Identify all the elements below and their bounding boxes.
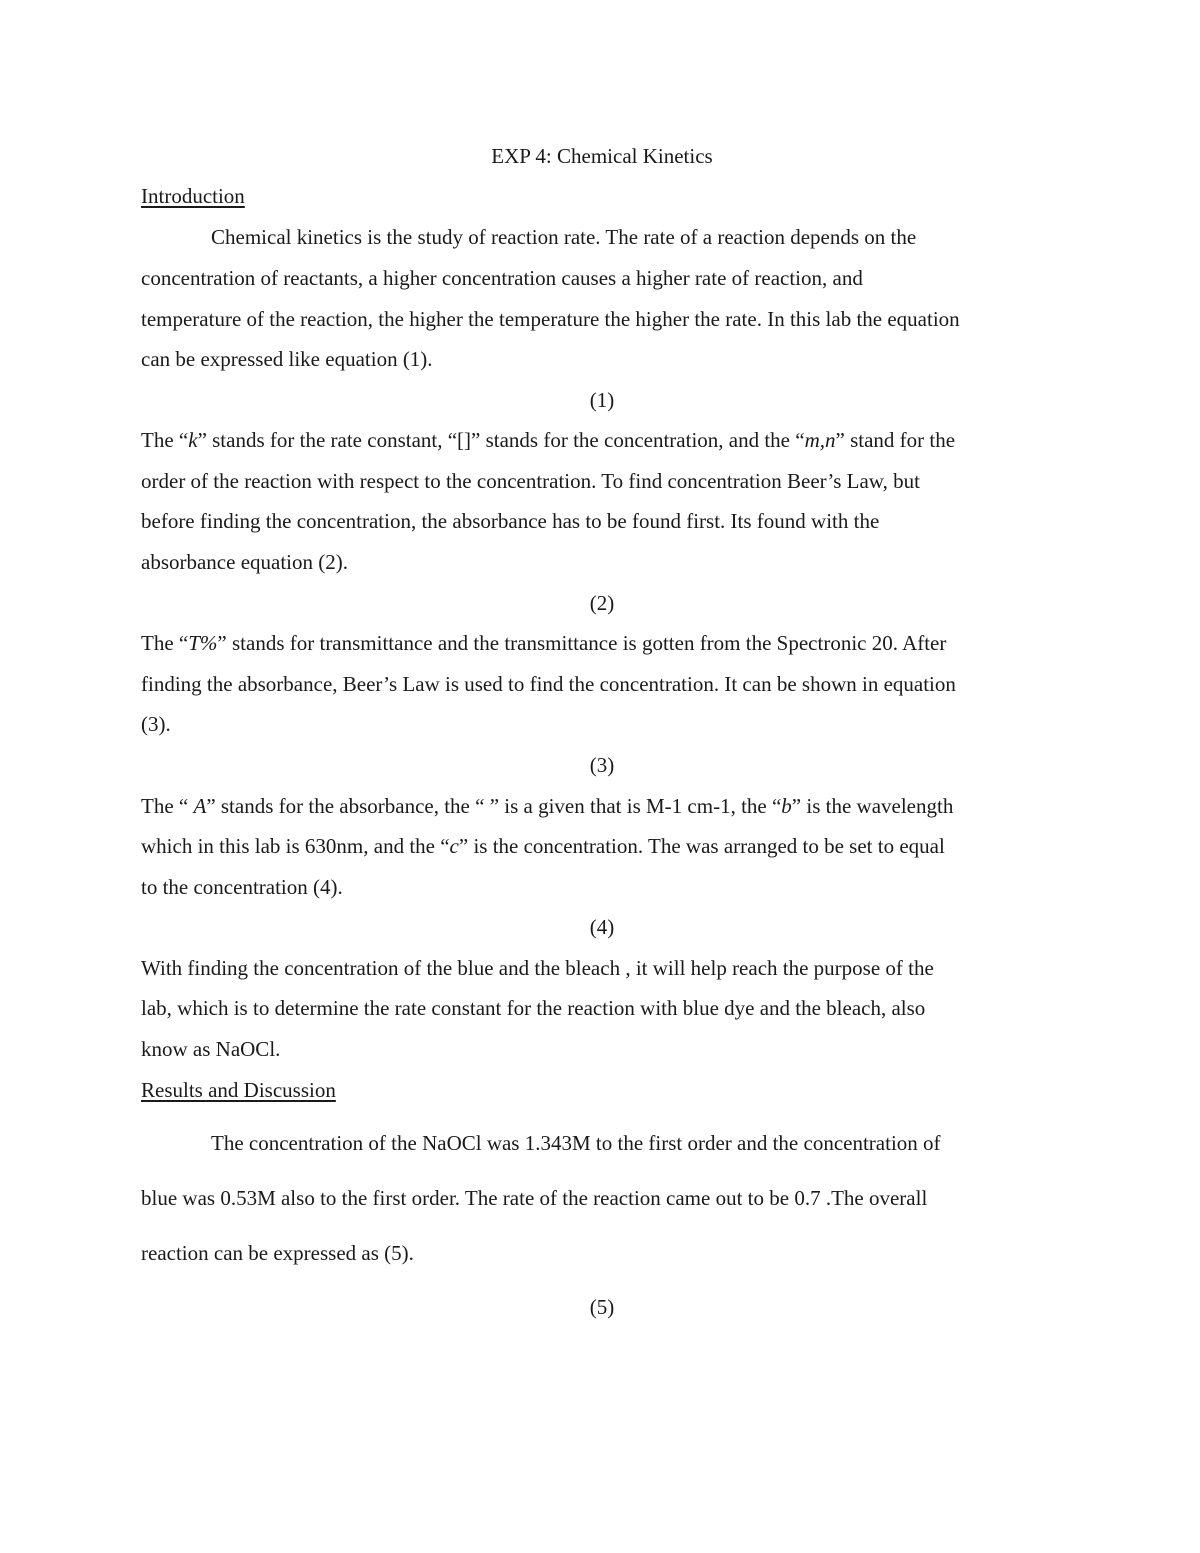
intro-line-3: temperature of the reaction, the higher the temperature the higher the rate. In this lab the equation xyxy=(141,307,960,331)
intro-line-2: concentration of reactants, a higher concentration causes a higher rate of reaction, and xyxy=(141,266,863,290)
equation-label-1: (1) xyxy=(589,388,615,412)
beers-law-line-2: which in this lab is 630nm, and the “c” is the concentration. The was arranged to be set to equal xyxy=(141,834,945,858)
results-line-2: blue was 0.53M also to the first order. The rate of the reaction came out to be 0.7 .The overall xyxy=(141,1186,928,1210)
introduction-heading: Introduction xyxy=(141,184,245,208)
rate-definition-line-3: before finding the concentration, the absorbance has to be found first. Its found with the xyxy=(141,509,880,533)
transmittance-line-3: (3). xyxy=(141,712,171,736)
transmittance-line-2: finding the absorbance, Beer’s Law is used to find the concentration. It can be shown in equation xyxy=(141,672,956,696)
document-title: EXP 4: Chemical Kinetics xyxy=(491,144,713,168)
equation-label-3: (3) xyxy=(589,753,615,777)
intro-line-1: Chemical kinetics is the study of reaction rate. The rate of a reaction depends on the xyxy=(211,225,917,249)
equation-label-2: (2) xyxy=(589,591,615,615)
purpose-line-2: lab, which is to determine the rate constant for the reaction with blue dye and the bleach, also xyxy=(141,996,926,1020)
equation-label-5: (5) xyxy=(589,1295,615,1319)
equation-label-4: (4) xyxy=(589,915,615,939)
purpose-line-3: know as NaOCl. xyxy=(141,1037,281,1061)
intro-line-4: can be expressed like equation (1). xyxy=(141,347,433,371)
rate-definition-line-1: The “k” stands for the rate constant, “[]” stands for the concentration, and the “m,n” stand for the xyxy=(141,428,956,452)
rate-definition-line-2: order of the reaction with respect to the concentration. To find concentration Beer’s Law, but xyxy=(141,469,920,493)
transmittance-line-1: The “T%” stands for transmittance and the transmittance is gotten from the Spectronic 20. After xyxy=(141,631,947,655)
results-line-1: The concentration of the NaOCl was 1.343M to the first order and the concentration of xyxy=(211,1131,941,1155)
purpose-line-1: With finding the concentration of the blue and the bleach , it will help reach the purpose of the xyxy=(141,956,934,980)
results-heading: Results and Discussion xyxy=(141,1078,336,1102)
beers-law-line-1: The “ A” stands for the absorbance, the “ ” is a given that is M-1 cm-1, the “b” is the wavelength xyxy=(141,794,954,818)
results-line-3: reaction can be expressed as (5). xyxy=(141,1241,414,1265)
beers-law-line-3: to the concentration (4). xyxy=(141,875,343,899)
rate-definition-line-4: absorbance equation (2). xyxy=(141,550,348,574)
